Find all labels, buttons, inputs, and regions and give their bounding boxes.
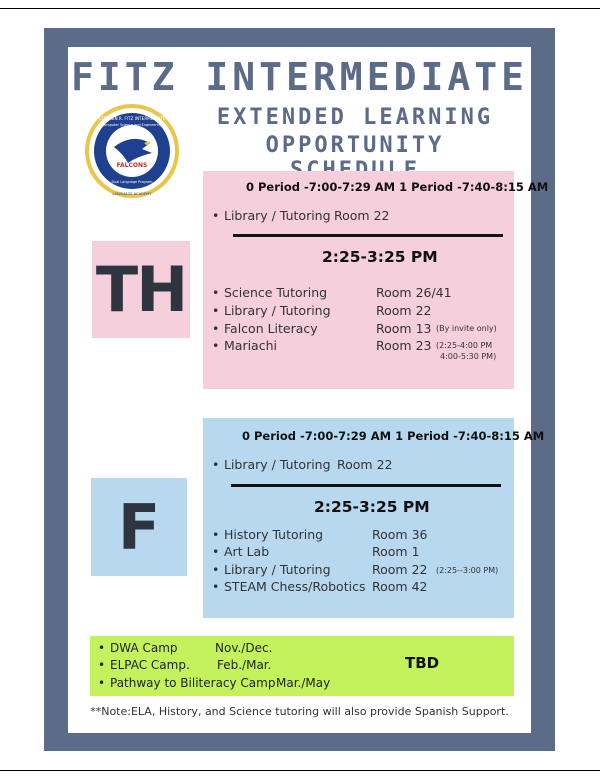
item-name: Library / Tutoring <box>224 562 331 577</box>
friday-day-label: F <box>91 478 187 576</box>
thursday-afternoon-item <box>212 338 277 353</box>
item-name: STEAM Chess/Robotics <box>224 579 366 594</box>
friday-periods: 0 Period -7:00-7:29 AM 1 Period -7:40-8:15 AM <box>242 429 545 443</box>
camps-tbd: TBD <box>405 654 440 672</box>
friday-divider <box>231 484 501 487</box>
bullet-icon: • <box>98 658 106 672</box>
thursday-afternoon-room: Room 23 <box>376 338 432 353</box>
camp-date: Mar./May <box>276 676 331 690</box>
school-logo <box>84 103 180 199</box>
friday-afternoon-note: (2:25--3:00 PM) <box>436 566 499 575</box>
item-name: Falcon Literacy <box>224 321 318 336</box>
friday-morning-room: Room 22 <box>337 457 393 472</box>
thursday-afternoon-item <box>212 285 327 300</box>
logo-bottom-text-2: LANGUAGE ACADEMY <box>112 192 152 196</box>
subtitle-line-1: EXTENDED LEARNING <box>216 105 494 130</box>
camp-item <box>98 658 190 672</box>
thursday-afternoon-note: (By invite only) <box>436 324 497 333</box>
thursday-afternoon-room: Room 22 <box>376 303 432 318</box>
bullet-icon: • <box>212 562 220 577</box>
logo-bottom-text-1: Dual Language Program <box>111 180 153 184</box>
camp-name: DWA Camp <box>110 641 178 655</box>
bullet-icon: • <box>212 527 220 542</box>
bullet-icon: • <box>212 544 220 559</box>
item-name: History Tutoring <box>224 527 324 542</box>
friday-morning-item <box>212 457 331 472</box>
friday-afternoon-item <box>212 579 365 594</box>
thursday-morning-room: Room 22 <box>334 208 390 223</box>
item-name: Science Tutoring <box>224 285 328 300</box>
item-name: Mariachi <box>224 338 277 353</box>
logo-sub-text: Computer Science and Engineering <box>102 123 162 127</box>
logo-top-text: STEPHEN R. FITZ INTERMEDIATE <box>98 116 166 121</box>
friday-afternoon-room: Room 36 <box>372 527 428 542</box>
bottom-rule <box>0 770 600 771</box>
bullet-icon: • <box>212 303 220 318</box>
bullet-icon: • <box>212 208 220 223</box>
bullet-icon: • <box>212 579 220 594</box>
footnote: **Note:ELA, History, and Science tutoring will also provide Spanish Support. <box>90 705 509 718</box>
friday-afternoon-item <box>212 527 323 542</box>
thursday-morning-item <box>212 208 331 223</box>
camp-date: Nov./Dec. <box>215 641 273 655</box>
camp-name: Pathway to Biliteracy Camp <box>110 676 276 690</box>
thursday-day-label: TH <box>92 241 190 338</box>
bullet-icon: • <box>212 338 220 353</box>
thursday-afternoon-item <box>212 321 318 336</box>
item-name: Library / Tutoring <box>224 457 331 472</box>
friday-afternoon-room: Room 42 <box>372 579 428 594</box>
friday-afternoon-item <box>212 544 269 559</box>
friday-afternoon-room: Room 22 <box>372 562 428 577</box>
thursday-periods: 0 Period -7:00-7:29 AM 1 Period -7:40-8:15 AM <box>246 180 549 194</box>
subtitle-line-2: OPPORTUNITY <box>265 133 445 158</box>
camp-item <box>98 641 178 655</box>
friday-afternoon-time: 2:25-3:25 PM <box>314 498 430 516</box>
bullet-icon: • <box>98 676 106 690</box>
item-name: Library / Tutoring <box>224 303 331 318</box>
camp-item <box>98 676 275 690</box>
thursday-afternoon-room: Room 13 <box>376 321 432 336</box>
friday-afternoon-item <box>212 562 331 577</box>
top-rule <box>0 8 600 9</box>
bullet-icon: • <box>212 285 220 300</box>
thursday-afternoon-note: (2:25-4:00 PM <box>436 341 493 350</box>
thursday-afternoon-note-2: 4:00-5:30 PM) <box>440 352 497 361</box>
camp-date: Feb./Mar. <box>217 658 272 672</box>
bullet-icon: • <box>212 457 220 472</box>
item-name: Art Lab <box>224 544 270 559</box>
thursday-afternoon-item <box>212 303 331 318</box>
thursday-divider <box>233 234 503 237</box>
bullet-icon: • <box>98 641 106 655</box>
item-name: Library / Tutoring <box>224 208 331 223</box>
friday-afternoon-room: Room 1 <box>372 544 420 559</box>
page-title: FITZ INTERMEDIATE <box>71 55 528 99</box>
bullet-icon: • <box>212 321 220 336</box>
thursday-afternoon-room: Room 26/41 <box>376 285 452 300</box>
thursday-afternoon-time: 2:25-3:25 PM <box>322 248 438 266</box>
logo-falcons-text: FALCONS <box>116 162 148 169</box>
camp-name: ELPAC Camp. <box>110 658 190 672</box>
